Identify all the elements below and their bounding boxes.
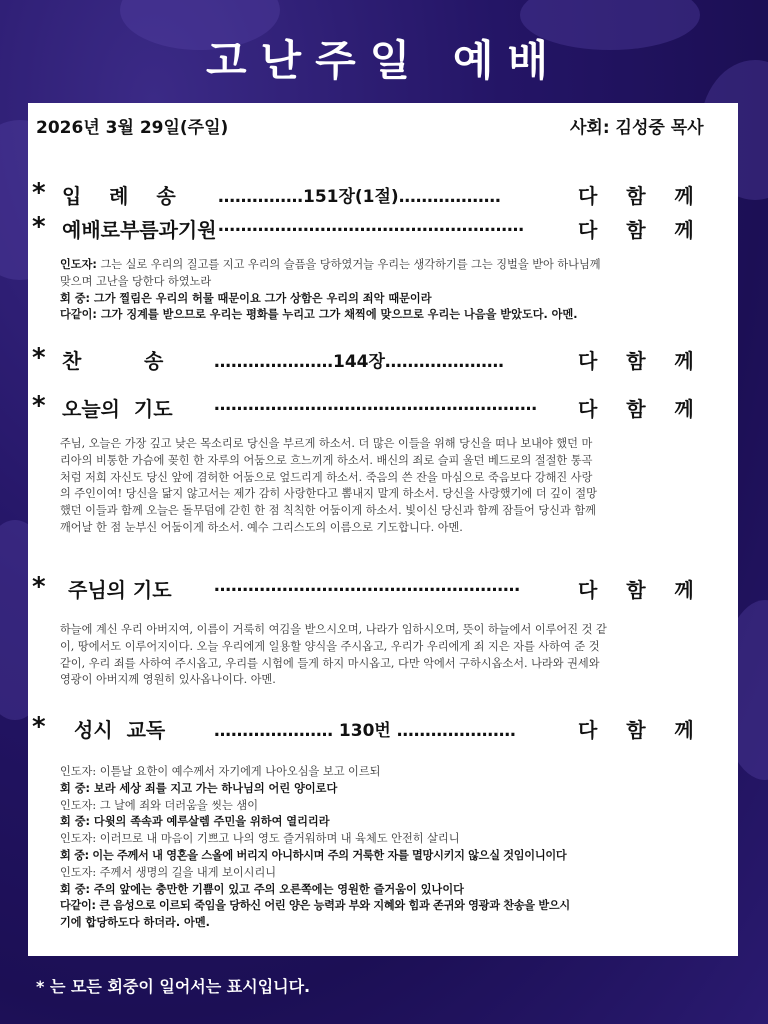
order-item-label: 오늘의 기도 <box>62 397 173 421</box>
order-item-detail: ……………151장(1절)……………… <box>218 187 501 207</box>
text-line: 인도자: 이튿날 요한이 예수께서 자기에게 나아오심을 보고 이르되 <box>60 765 381 778</box>
order-item-detail: …………………144장………………… <box>214 352 504 372</box>
text-line: 회 중: 이는 주께서 내 영혼을 스올에 버리지 아니하시며 주의 거룩한 자를 멸망시키지 않으실 것임이니이다 <box>60 848 567 862</box>
text-line: 회 중: 다윗의 족속과 예루살렘 주민을 위하여 열리리라 <box>60 815 330 829</box>
lords-prayer-text <box>60 622 710 689</box>
standing-mark: * <box>32 178 46 208</box>
order-item-detail: ……………………………………………… <box>218 216 524 236</box>
order-item <box>28 572 738 602</box>
text-line: 처럼 저희 자신도 당신 앞에 겸허한 어둠으로 엎드리게 하소서. 죽음의 쓴 잔을 마심으로 죽음보다 강해진 사랑 <box>60 470 593 484</box>
order-item <box>28 391 738 421</box>
text-line: 이, 땅에서도 이루어지이다. 오늘 우리에게 일용할 양식을 주시옵고, 우리가 우리에게 죄 지은 자를 사하여 준 것 <box>60 639 600 653</box>
text-line: 영광이 아버지께 영원히 있사옵나이다. 아멘. <box>60 673 276 687</box>
text-line: 주님, 오늘은 가장 깊고 낮은 목소리로 당신을 부르게 하소서. 더 많은 이들을 위해 당신을 떠나 보내야 했던 마 <box>60 437 593 450</box>
order-item-participant: 다 함 께 <box>578 397 696 421</box>
prayer-today-text <box>60 436 710 537</box>
standing-mark: * <box>32 212 46 242</box>
service-leader: 사회: 김성중 목사 <box>570 118 704 138</box>
order-item-participant: 다 함 께 <box>578 578 696 602</box>
responsive-reading-text <box>60 764 710 932</box>
order-item-detail: ………………………………………………… <box>214 395 537 415</box>
standing-mark: * <box>32 343 46 373</box>
order-item-label: 예배로부름과기원 <box>62 218 217 242</box>
order-item-detail: ………………… 130번 ………………… <box>214 721 516 741</box>
order-item-label: 입 례 송 <box>62 184 176 208</box>
page-title: 고난주일 예배 <box>205 36 563 85</box>
text-line: 의 주인이여! 당신을 닮지 않고서는 제가 감히 사랑한다고 뽐내지 말게 하소서. 당신을 사랑했기에 더 깊이 절망 <box>60 487 597 501</box>
text-line: 리아의 비통한 가슴에 꽂힌 한 자루의 어둠으로 흐느끼게 하소서. 배신의 죄로 슬피 울던 베드로의 절절한 통곡 <box>60 453 593 467</box>
order-item-participant: 다 함 께 <box>578 718 696 742</box>
text-line: 인도자: 주께서 생명의 길을 내게 보이시리니 <box>60 865 277 879</box>
order-item-participant: 다 함 께 <box>578 218 696 242</box>
order-item-participant: 다 함 께 <box>578 184 696 208</box>
service-date: 2026년 3월 29일(주일) <box>36 118 229 138</box>
text-line: 다같이: 큰 음성으로 이르되 죽임을 당하신 어린 양은 능력과 부와 지혜와 힘과 존귀와 영광과 찬송을 받으시 <box>60 899 570 913</box>
order-item-detail: ……………………………………………… <box>214 576 520 596</box>
order-item-participant: 다 함 께 <box>578 349 696 373</box>
footer-note: * 는 모든 회중이 일어서는 표시입니다. <box>36 977 311 996</box>
order-item-label: 주님의 기도 <box>68 578 172 602</box>
text-line: 기에 합당하도다 하더라. 아멘. <box>60 916 210 930</box>
bulletin-sheet <box>28 103 738 956</box>
standing-mark: * <box>32 572 46 602</box>
invocation-text <box>60 257 710 324</box>
text-line: 했던 이들과 함께 오늘은 돌무덤에 갇힌 한 점 칙칙한 어둠이게 하소서. 빛이신 당신과 함께 잠들어 당신과 함께 <box>60 504 596 518</box>
text-line: 깨어날 한 점 눈부신 어둠이게 하소서. 예수 그리스도의 이름으로 기도합니다. 아멘. <box>60 520 463 534</box>
text-line: 다같이: 그가 징계를 받으므로 우리는 평화를 누리고 그가 채찍에 맞으므로 우리는 나음을 받았도다. 아멘. <box>60 308 578 322</box>
text-line: 회 중: 보라 세상 죄를 지고 가는 하나님의 어린 양이로다 <box>60 781 338 795</box>
order-item <box>28 212 738 242</box>
order-item <box>28 178 738 208</box>
text-line: 인도자: 이러므로 내 마음이 기쁘고 나의 영도 즐거워하며 내 육체도 안전히 살리니 <box>60 832 460 846</box>
text-line: 인도자: 그 날에 죄와 더러움을 씻는 샘이 <box>60 798 259 812</box>
text-line: 하늘에 계신 우리 아버지여, 이름이 거룩히 여김을 받으시오며, 나라가 임하시오며, 뜻이 하늘에서 이루어진 것 같 <box>60 623 607 636</box>
standing-mark: * <box>32 391 46 421</box>
order-item <box>28 343 738 373</box>
text-line: 같이, 우리 죄를 사하여 주시옵고, 우리를 시험에 들게 하지 마시옵고, 다만 악에서 구하시옵소서. 나라와 권세와 <box>60 656 600 670</box>
text-line: 회 중: 주의 앞에는 충만한 기쁨이 있고 주의 오른쪽에는 영원한 즐거움이 있나이다 <box>60 882 464 896</box>
text-line: 맞으며 고난을 당한다 하였노라 <box>60 274 212 288</box>
order-item-label: 성시 교독 <box>74 718 166 742</box>
text-line: 인도자: 그는 실로 우리의 질고를 지고 우리의 슬픔을 당하였거늘 우리는 생각하기를 그는 징벌을 받아 하나님께 <box>60 258 601 271</box>
order-item-label: 찬 송 <box>62 349 164 373</box>
standing-mark: * <box>32 712 46 742</box>
order-item <box>28 712 738 742</box>
text-line: 회 중: 그가 찔림은 우리의 허물 때문이요 그가 상함은 우리의 죄악 때문이라 <box>60 291 432 305</box>
